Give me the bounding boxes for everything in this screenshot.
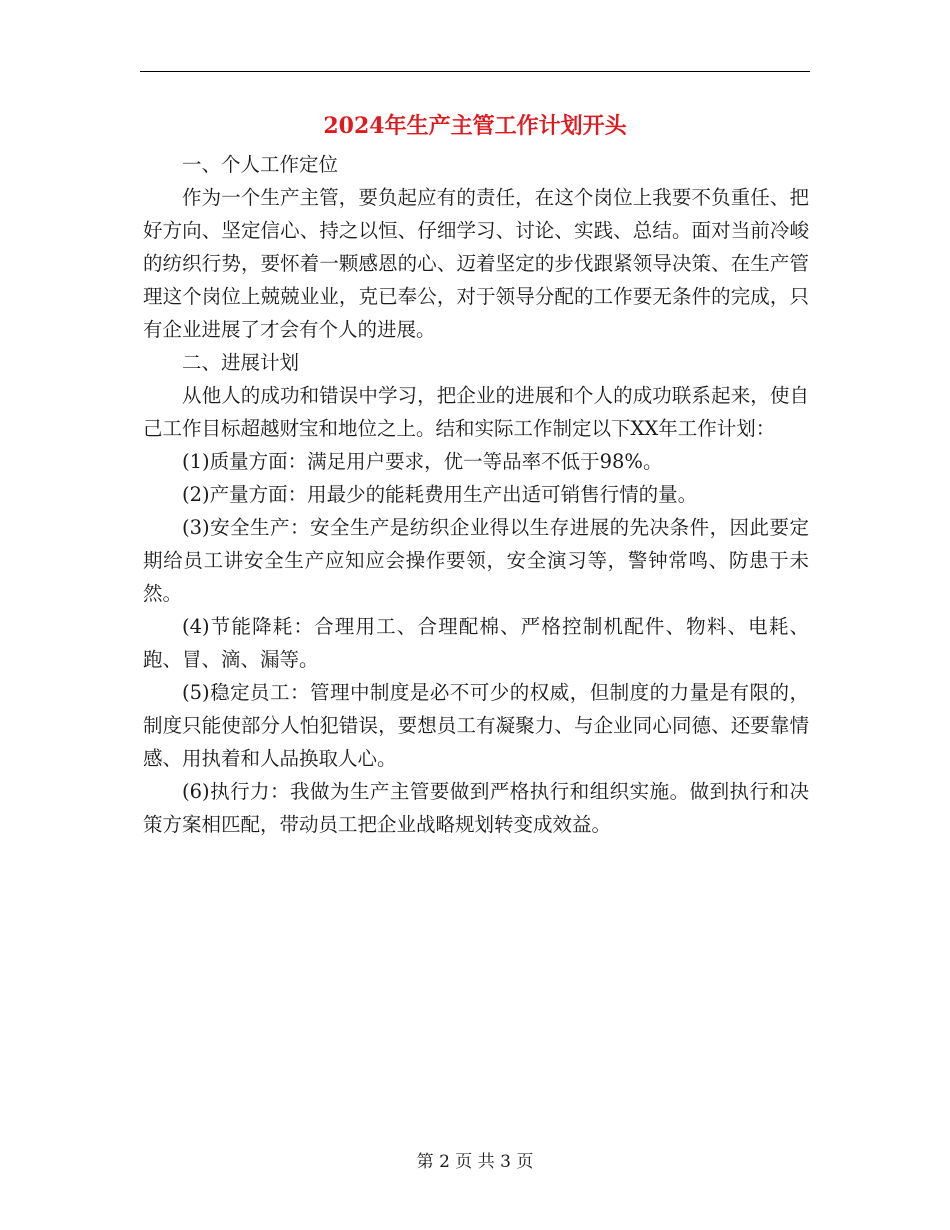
document-body <box>143 148 809 841</box>
plan-item-energy: (4)节能降耗：合理用工、合理配棉、严格控制机配件、物料、电耗、跑、冒、滴、漏等。 <box>143 615 809 671</box>
paragraph-plan-intro: 从他人的成功和错误中学习，把企业的进展和个人的成功联系起来，使自己工作目标超越财宝和地位之上。结和实际工作制定以下XX年工作计划： <box>143 384 809 440</box>
document-title: 2024年生产主管工作计划开头 <box>323 113 627 139</box>
plan-item-safety: (3)安全生产：安全生产是纺织企业得以生存进展的先决条件，因此要定期给员工讲安全生产应知应会操作要领，安全演习等，警钟常鸣、防患于未然。 <box>143 516 809 605</box>
section-heading-positioning: 一、个人工作定位 <box>182 153 339 176</box>
plan-item-output: (2)产量方面：用最少的能耗费用生产出适可销售行情的量。 <box>182 483 698 506</box>
section-heading-plan: 二、进展计划 <box>182 351 300 374</box>
plan-item-execution: (6)执行力：我做为生产主管要做到严格执行和组织实施。做到执行和决策方案相匹配，带动员工把企业战略规划转变成效益。 <box>143 780 809 836</box>
plan-item-staff: (5)稳定员工：管理中制度是必不可少的权威，但制度的力量是有限的，制度只能使部分人怕犯错误，要想员工有凝聚力、与企业同心同德、还要靠情感、用执着和人品换取人心。 <box>143 681 809 770</box>
plan-item-quality: (1)质量方面：满足用户要求，优一等品率不低于98%。 <box>182 450 663 473</box>
paragraph-positioning: 作为一个生产主管，要负起应有的责任，在这个岗位上我要不负重任、把好方向、坚定信心、持之以恒、仔细学习、讨论、实践、总结。面对当前冷峻的纺织行势，要怀着一颗感恩的心、迈着坚定的步伐跟紧领导决策、在生产管理这个岗位上兢兢业业，克已奉公，对于领导分配的工作要无条件的完成，只有企业进展了才会有个人的进展。 <box>143 186 809 341</box>
header-rule <box>140 71 810 72</box>
page-number-footer: 第 2 页 共 3 页 <box>416 1152 534 1172</box>
